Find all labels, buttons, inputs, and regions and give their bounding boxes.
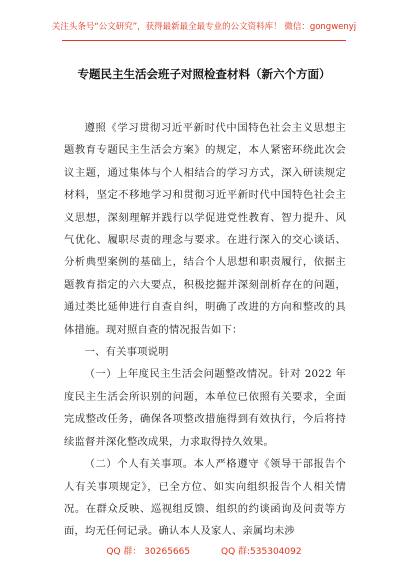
header-divider (62, 40, 346, 41)
paragraph-item-1: （一）上年度民主生活会问题整改情况。针对 2022 年度民主生活会所识别的问题，本单位已依照有关要求，全面完成整改任务，确保各项整改措施得到有效执行，今后将持续监督并深化整改成果，力求取得持久效果。 (64, 368, 346, 448)
section-heading: 一、有关事项说明 (84, 346, 169, 359)
paragraph-item-2: （二）个人有关事项。本人严格遵守《领导干部报告个人有关事项规定》，已全方位、如实向组织报告个人相关情况。在群众反映、巡视组反馈、组织的约谈函询及问责等方面，均无任何记录。确认本人及家人、亲属均未涉 (64, 458, 346, 538)
footer-qq-group-1: QQ 群： 30265665 (106, 547, 191, 557)
document-body (64, 117, 346, 543)
footer-qq-group-2: QQ 群:535304092 (220, 547, 302, 557)
promo-header: 关注头条号“公文研究”，获得最新最全最专业的公文资料库！ 微信：gongwenyj (51, 22, 357, 32)
document-title: 专题民主生活会班子对照检查材料（新六个方面） (77, 67, 331, 81)
footer-contacts (0, 544, 408, 557)
paragraph-intro: 遵照《学习贯彻习近平新时代中国特色社会主义思想主题教育专题民主生活会方案》的规定，本人紧密环绕此次会议主题，通过集体与个人相结合的学习方式，深入研读规定材料，坚定不移地学习和贯彻习近平新时代中国特色社会主义思想，深刻理解并践行以学促进党性教育、智力提升、风气优化、履职尽责的理念与要求。在进行深入的交心谈话、分析典型案例的基础上，结合个人思想和职责履行，依据主题教育指定的六大要点，积极挖掘并深刻剖析存在的问题，通过类比延伸进行自查自纠，明确了改进的方向和整改的具体措施。现对照自查的情况报告如下： (64, 122, 346, 336)
